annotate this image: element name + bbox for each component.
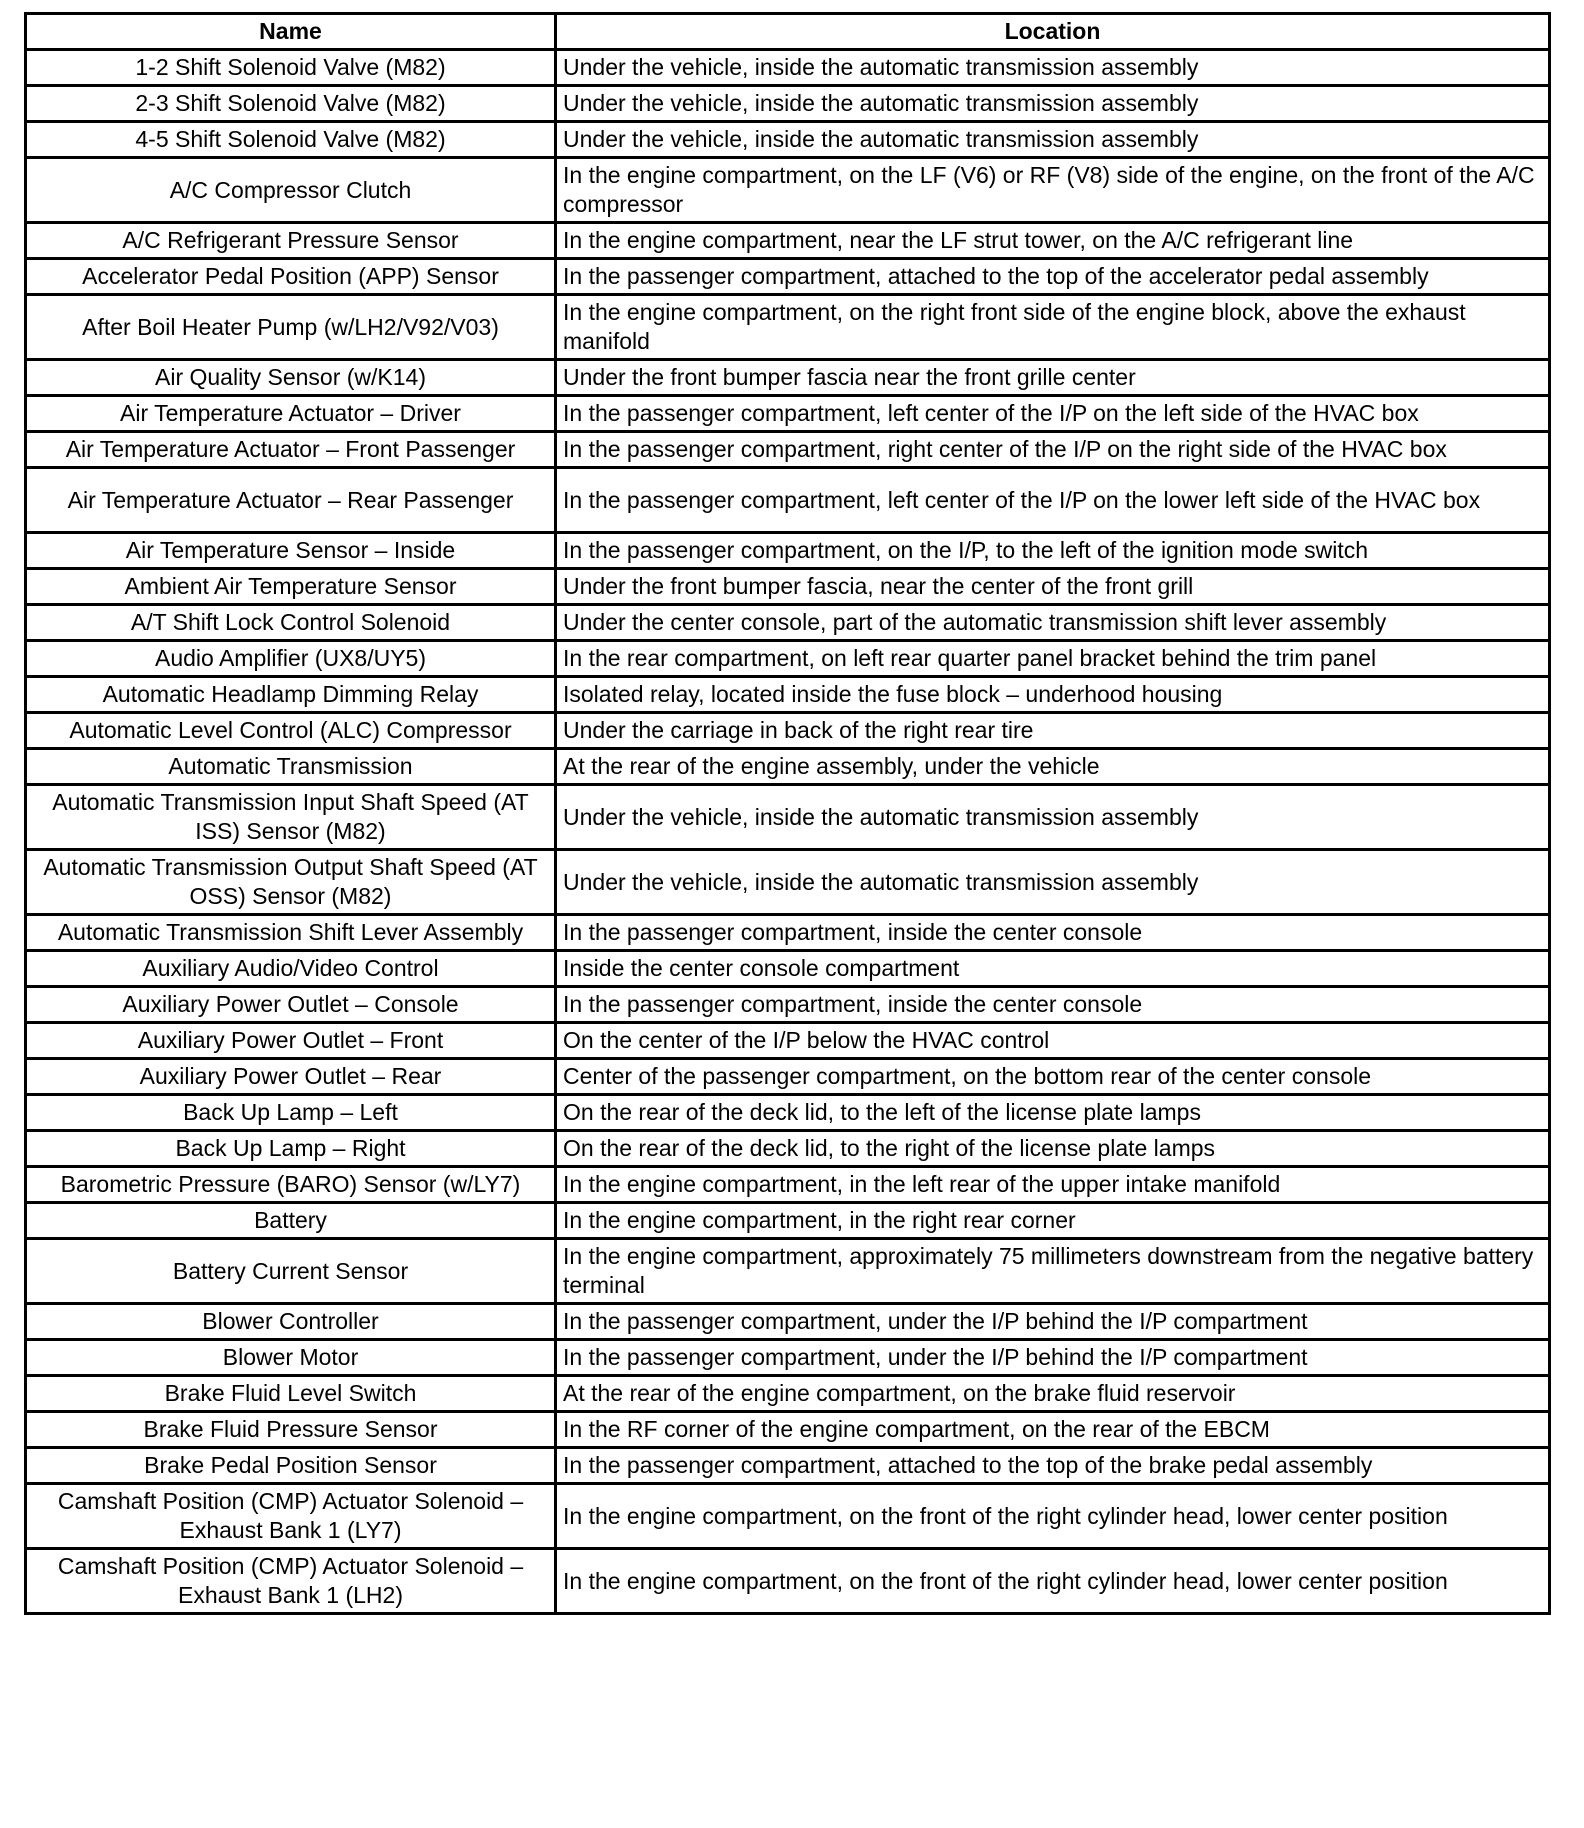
name-cell: Back Up Lamp – Right (26, 1131, 556, 1167)
name-cell: Automatic Transmission (26, 749, 556, 785)
location-cell: Under the vehicle, inside the automatic transmission assembly (556, 122, 1550, 158)
location-cell: In the engine compartment, on the right front side of the engine block, above the exhaust manifold (556, 295, 1550, 360)
name-cell: A/C Refrigerant Pressure Sensor (26, 223, 556, 259)
location-cell: In the passenger compartment, attached to the top of the brake pedal assembly (556, 1448, 1550, 1484)
location-cell: In the passenger compartment, under the I/P behind the I/P compartment (556, 1340, 1550, 1376)
table-row (26, 713, 1550, 749)
table-row (26, 360, 1550, 396)
name-cell: Automatic Transmission Output Shaft Speed (AT OSS) Sensor (M82) (26, 850, 556, 915)
table-row (26, 677, 1550, 713)
table-row (26, 86, 1550, 122)
component-locator-table (24, 12, 1551, 1615)
location-cell: In the passenger compartment, inside the center console (556, 987, 1550, 1023)
name-column-header: Name (26, 14, 556, 50)
name-cell: A/T Shift Lock Control Solenoid (26, 605, 556, 641)
name-cell: Audio Amplifier (UX8/UY5) (26, 641, 556, 677)
name-cell: Automatic Headlamp Dimming Relay (26, 677, 556, 713)
location-cell: Under the vehicle, inside the automatic transmission assembly (556, 850, 1550, 915)
location-cell: In the engine compartment, in the right rear corner (556, 1203, 1550, 1239)
location-cell: Isolated relay, located inside the fuse block – underhood housing (556, 677, 1550, 713)
table-row (26, 468, 1550, 533)
name-cell: Brake Fluid Pressure Sensor (26, 1412, 556, 1448)
table-row (26, 1239, 1550, 1304)
table-row (26, 122, 1550, 158)
table-row (26, 605, 1550, 641)
name-cell: Brake Pedal Position Sensor (26, 1448, 556, 1484)
table-row (26, 1167, 1550, 1203)
location-cell: In the RF corner of the engine compartment, on the rear of the EBCM (556, 1412, 1550, 1448)
location-cell: Inside the center console compartment (556, 951, 1550, 987)
name-cell: Camshaft Position (CMP) Actuator Solenoid – Exhaust Bank 1 (LY7) (26, 1484, 556, 1549)
name-cell: Air Temperature Actuator – Front Passenger (26, 432, 556, 468)
location-cell: At the rear of the engine compartment, on the brake fluid reservoir (556, 1376, 1550, 1412)
name-cell: Auxiliary Power Outlet – Front (26, 1023, 556, 1059)
name-cell: Back Up Lamp – Left (26, 1095, 556, 1131)
location-cell: On the rear of the deck lid, to the left of the license plate lamps (556, 1095, 1550, 1131)
table-row (26, 1412, 1550, 1448)
name-cell: Auxiliary Power Outlet – Rear (26, 1059, 556, 1095)
location-cell: Under the vehicle, inside the automatic transmission assembly (556, 785, 1550, 850)
table-row (26, 1023, 1550, 1059)
location-cell: In the passenger compartment, on the I/P, to the left of the ignition mode switch (556, 533, 1550, 569)
table-row (26, 1549, 1550, 1614)
location-cell: In the passenger compartment, right center of the I/P on the right side of the HVAC box (556, 432, 1550, 468)
name-cell: Automatic Transmission Input Shaft Speed (AT ISS) Sensor (M82) (26, 785, 556, 850)
location-cell: Under the front bumper fascia near the front grille center (556, 360, 1550, 396)
name-cell: Blower Motor (26, 1340, 556, 1376)
location-column-header: Location (556, 14, 1550, 50)
name-cell: Auxiliary Audio/Video Control (26, 951, 556, 987)
name-cell: Air Temperature Actuator – Rear Passenger (26, 468, 556, 533)
name-cell: Battery (26, 1203, 556, 1239)
location-cell: In the engine compartment, near the LF strut tower, on the A/C refrigerant line (556, 223, 1550, 259)
name-cell: 4-5 Shift Solenoid Valve (M82) (26, 122, 556, 158)
name-cell: Auxiliary Power Outlet – Console (26, 987, 556, 1023)
table-row (26, 915, 1550, 951)
table-row (26, 641, 1550, 677)
location-cell: In the rear compartment, on left rear quarter panel bracket behind the trim panel (556, 641, 1550, 677)
location-cell: In the passenger compartment, under the I/P behind the I/P compartment (556, 1304, 1550, 1340)
table-row (26, 785, 1550, 850)
name-cell: Automatic Level Control (ALC) Compressor (26, 713, 556, 749)
table-row (26, 223, 1550, 259)
name-cell: Barometric Pressure (BARO) Sensor (w/LY7) (26, 1167, 556, 1203)
name-cell: Camshaft Position (CMP) Actuator Solenoid – Exhaust Bank 1 (LH2) (26, 1549, 556, 1614)
location-cell: Under the carriage in back of the right rear tire (556, 713, 1550, 749)
name-cell: Air Quality Sensor (w/K14) (26, 360, 556, 396)
name-cell: Air Temperature Sensor – Inside (26, 533, 556, 569)
name-cell: Ambient Air Temperature Sensor (26, 569, 556, 605)
table-row (26, 1304, 1550, 1340)
location-cell: Under the center console, part of the automatic transmission shift lever assembly (556, 605, 1550, 641)
table-row (26, 1484, 1550, 1549)
location-cell: At the rear of the engine assembly, under the vehicle (556, 749, 1550, 785)
table-row (26, 951, 1550, 987)
name-cell: Blower Controller (26, 1304, 556, 1340)
table-row (26, 1340, 1550, 1376)
table-row (26, 749, 1550, 785)
name-cell: Accelerator Pedal Position (APP) Sensor (26, 259, 556, 295)
name-cell: 2-3 Shift Solenoid Valve (M82) (26, 86, 556, 122)
location-cell: In the passenger compartment, left center of the I/P on the left side of the HVAC box (556, 396, 1550, 432)
location-cell: In the passenger compartment, inside the center console (556, 915, 1550, 951)
name-cell: After Boil Heater Pump (w/LH2/V92/V03) (26, 295, 556, 360)
location-cell: In the passenger compartment, attached to the top of the accelerator pedal assembly (556, 259, 1550, 295)
table-row (26, 432, 1550, 468)
location-cell: In the engine compartment, on the front of the right cylinder head, lower center position (556, 1484, 1550, 1549)
table-row (26, 1131, 1550, 1167)
name-cell: Battery Current Sensor (26, 1239, 556, 1304)
table-row (26, 396, 1550, 432)
table-row (26, 1448, 1550, 1484)
table-header-row (26, 14, 1550, 50)
table-row (26, 295, 1550, 360)
table-row (26, 1203, 1550, 1239)
name-cell: Brake Fluid Level Switch (26, 1376, 556, 1412)
name-cell: 1-2 Shift Solenoid Valve (M82) (26, 50, 556, 86)
location-cell: On the center of the I/P below the HVAC control (556, 1023, 1550, 1059)
table-row (26, 1095, 1550, 1131)
table-row (26, 533, 1550, 569)
location-cell: Center of the passenger compartment, on the bottom rear of the center console (556, 1059, 1550, 1095)
table-row (26, 987, 1550, 1023)
name-cell: Automatic Transmission Shift Lever Assembly (26, 915, 556, 951)
table-row (26, 1059, 1550, 1095)
table-row (26, 50, 1550, 86)
name-cell: A/C Compressor Clutch (26, 158, 556, 223)
table-row (26, 569, 1550, 605)
table-row (26, 158, 1550, 223)
table-row (26, 850, 1550, 915)
location-cell: In the engine compartment, on the front of the right cylinder head, lower center position (556, 1549, 1550, 1614)
location-cell: In the passenger compartment, left center of the I/P on the lower left side of the HVAC box (556, 468, 1550, 533)
location-cell: In the engine compartment, on the LF (V6) or RF (V8) side of the engine, on the front of the A/C compressor (556, 158, 1550, 223)
table-row (26, 1376, 1550, 1412)
location-cell: In the engine compartment, approximately 75 millimeters downstream from the negative battery terminal (556, 1239, 1550, 1304)
location-cell: On the rear of the deck lid, to the right of the license plate lamps (556, 1131, 1550, 1167)
location-cell: In the engine compartment, in the left rear of the upper intake manifold (556, 1167, 1550, 1203)
table-row (26, 259, 1550, 295)
location-cell: Under the front bumper fascia, near the center of the front grill (556, 569, 1550, 605)
location-cell: Under the vehicle, inside the automatic transmission assembly (556, 86, 1550, 122)
location-cell: Under the vehicle, inside the automatic transmission assembly (556, 50, 1550, 86)
component-locator-table-wrapper (24, 12, 1548, 1615)
name-cell: Air Temperature Actuator – Driver (26, 396, 556, 432)
